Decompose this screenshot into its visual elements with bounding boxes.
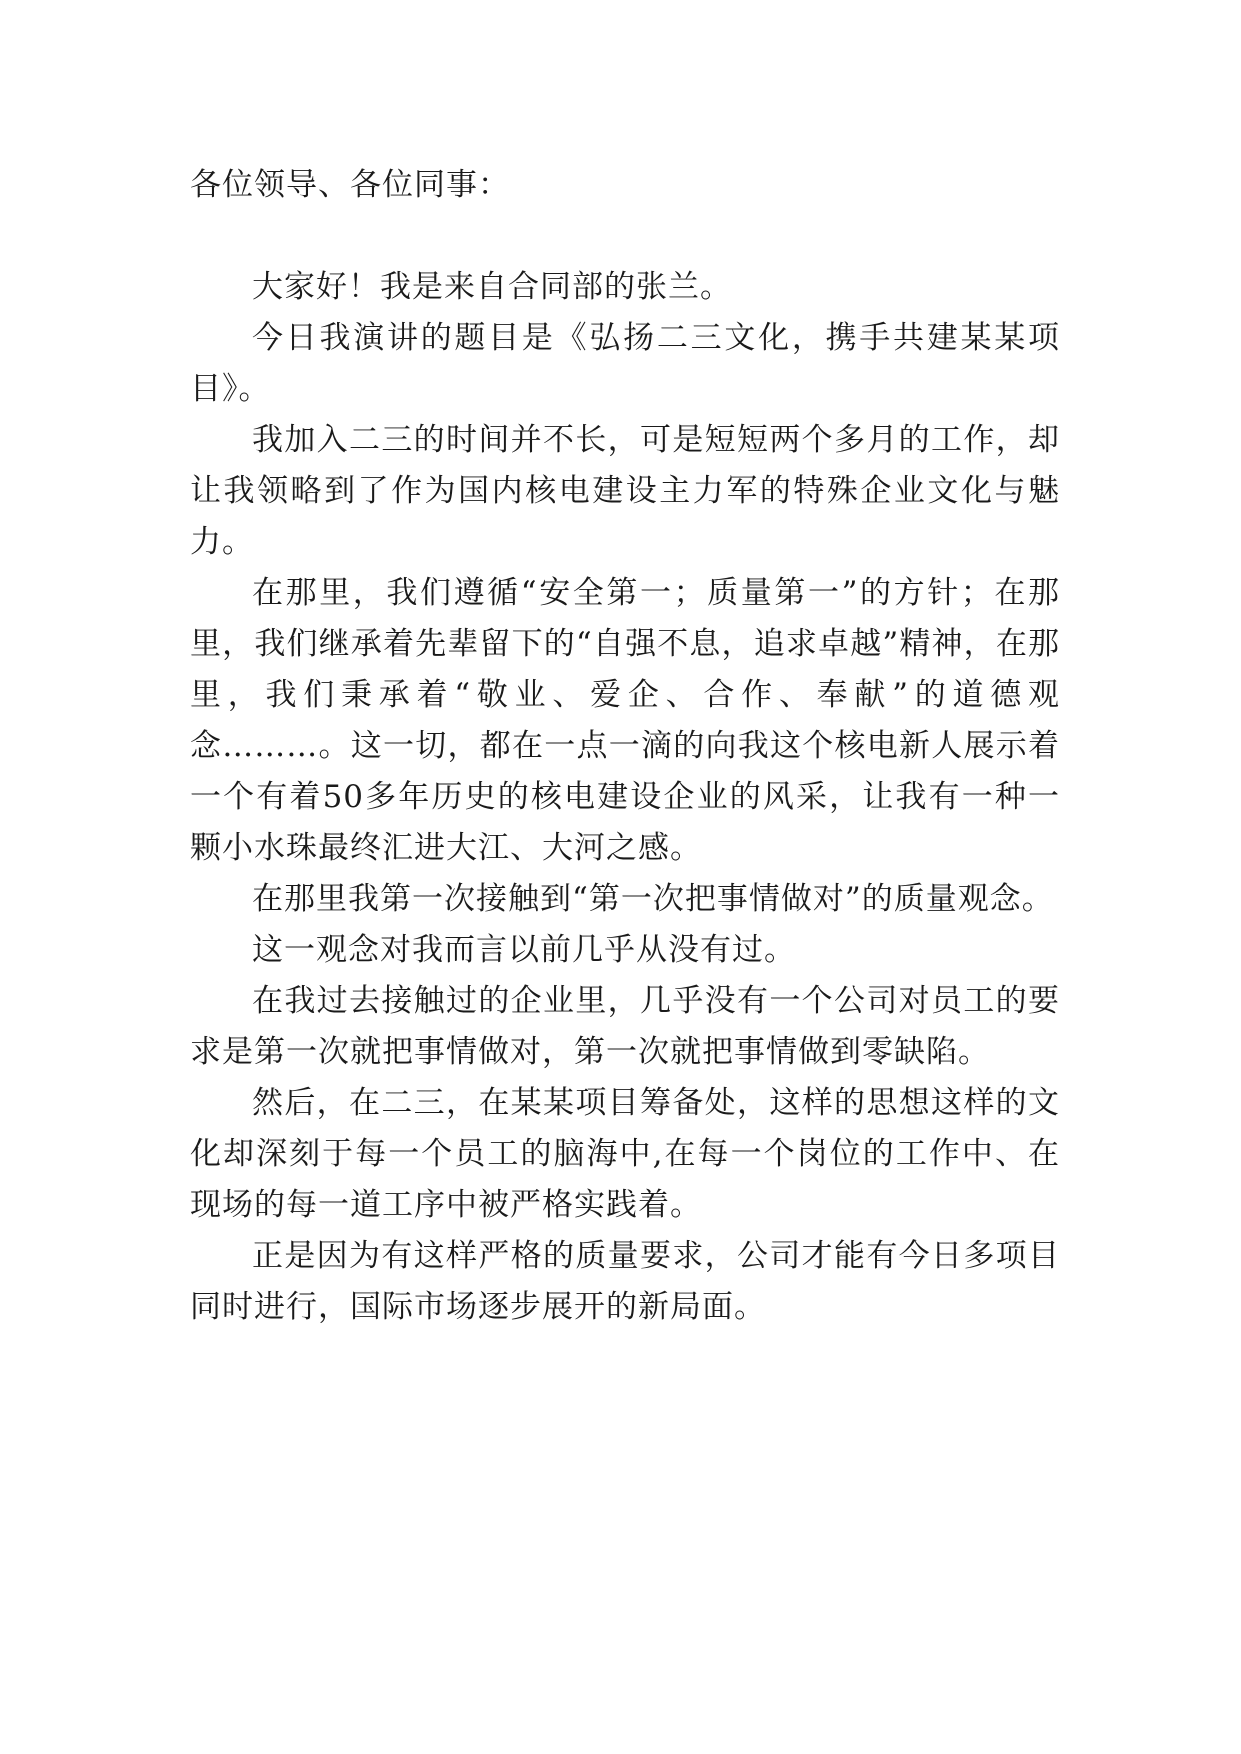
paragraph-new-situation: 正是因为有这样严格的质量要求，公司才能有今日多项目同时进行，国际市场逐步展开的新局面。 xyxy=(190,1238,1060,1325)
paragraph-title: 今日我演讲的题目是《弘扬二三文化，携手共建某某项目》。 xyxy=(190,320,1060,407)
paragraph-past-companies: 在我过去接触过的企业里，几乎没有一个公司对员工的要求是第一次就把事情做对，第一次就把事情做到零缺陷。 xyxy=(190,983,1060,1070)
paragraph-greeting: 大家好！我是来自合同部的张兰。 xyxy=(252,269,732,305)
speech-body xyxy=(190,160,1060,1333)
paragraph-never-before: 这一观念对我而言以前几乎从没有过。 xyxy=(252,932,796,968)
paragraph-culture: 在那里，我们遵循“安全第一；质量第一”的方针；在那里，我们继承着先辈留下的“自强不息，追求卓越”精神，在那里，我们秉承着“敬业、爱企、合作、奉献”的道德观念………。这一切，都在一点一滴的向我这个核电新人展示着一个有着50多年历史的核电建设企业的风采，让我有一种一颗小水珠最终汇进大江、大河之感。 xyxy=(190,575,1060,866)
paragraph-joining: 我加入二三的时间并不长，可是短短两个多月的工作，却让我领略到了作为国内核电建设主力军的特殊企业文化与魅力。 xyxy=(190,422,1060,560)
salutation: 各位领导、各位同事： xyxy=(190,167,510,203)
paragraph-practice: 然后，在二三，在某某项目筹备处，这样的思想这样的文化却深刻于每一个员工的脑海中,在每一个岗位的工作中、在现场的每一道工序中被严格实践着。 xyxy=(190,1085,1060,1223)
paragraph-quality-concept: 在那里我第一次接触到“第一次把事情做对”的质量观念。 xyxy=(252,881,1054,917)
